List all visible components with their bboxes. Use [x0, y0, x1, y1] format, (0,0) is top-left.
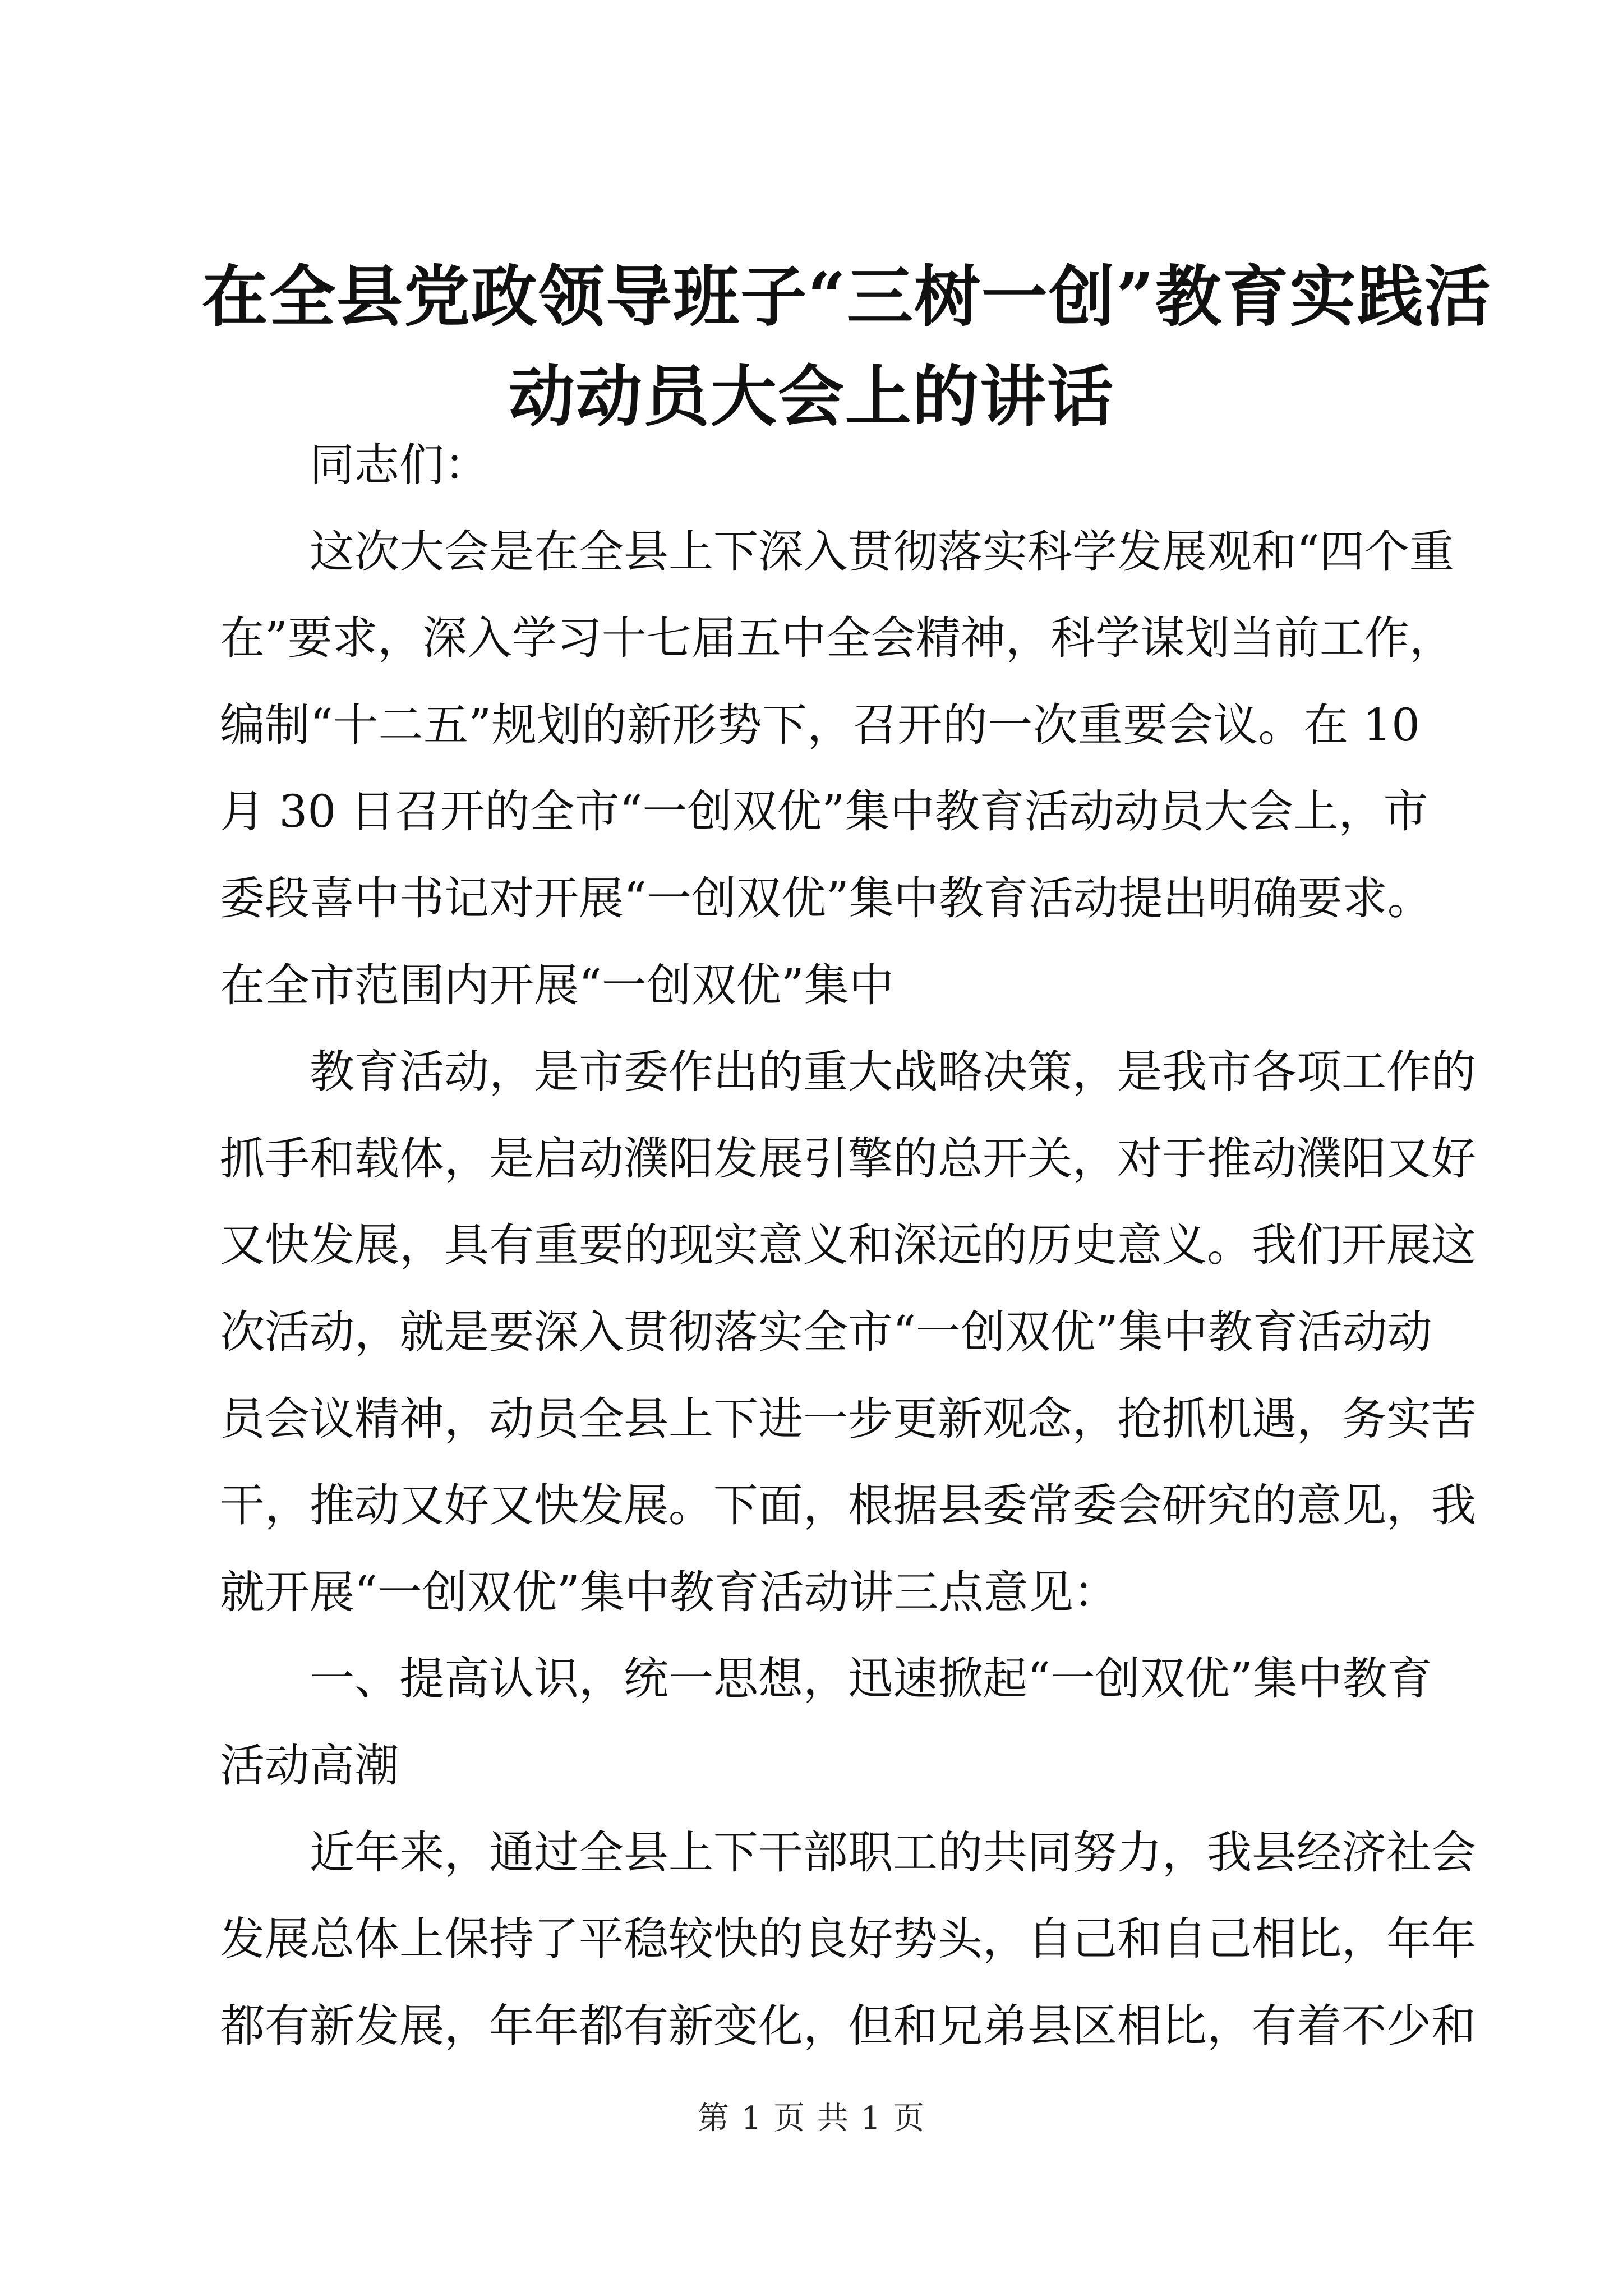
body-line: 近年来，通过全县上下干部职工的共同努力，我县经济社会: [310, 1826, 1476, 1879]
page-number-footer: 第 1 页 共 1 页: [697, 2100, 926, 2137]
title-line-2: 动动员大会上的讲话: [508, 357, 1114, 435]
body-line: 月 30 日召开的全市“一创双优”集中教育活动动员大会上，市: [220, 785, 1428, 838]
body-line: 干，推动又好又快发展。下面，根据县委常委会研究的意见，我: [220, 1479, 1476, 1532]
body-line: 编制“十二五”规划的新形势下，召开的一次重要会议。在 10: [220, 698, 1420, 751]
body-line: 员会议精神，动员全县上下进一步更新观念，抢抓机遇，务实苦: [220, 1392, 1476, 1445]
body-line: 抓手和载体，是启动濮阳发展引擎的总开关，对于推动濮阳又好: [220, 1132, 1476, 1185]
body-line: 又快发展，具有重要的现实意义和深远的历史意义。我们开展这: [220, 1219, 1476, 1272]
document-body: [220, 422, 1476, 2069]
body-line: 委段喜中书记对开展“一创双优”集中教育活动提出明确要求。: [220, 872, 1432, 924]
body-line: 在全市范围内开展“一创双优”集中: [220, 959, 894, 1011]
body-line: 就开展“一创双优”集中教育活动讲三点意见：: [220, 1566, 1118, 1618]
body-line: 这次大会是在全县上下深入贯彻落实科学发展观和“四个重: [310, 525, 1454, 578]
salutation-line: 同志们：: [310, 439, 489, 491]
section-heading-line: 活动高潮: [220, 1739, 399, 1792]
body-line: 在”要求，深入学习十七届五中全会精神，科学谋划当前工作，: [220, 612, 1454, 665]
title-line-1: 在全县党政领导班子“三树一创”教育实践活: [202, 257, 1492, 335]
body-line: 发展总体上保持了平稳较快的良好势头，自己和自己相比，年年: [220, 1913, 1476, 1966]
body-line: 教育活动，是市委作出的重大战略决策，是我市各项工作的: [310, 1046, 1476, 1098]
body-line: 都有新发展，年年都有新变化，但和兄弟县区相比，有着不少和: [220, 1999, 1476, 2052]
section-heading-line: 一、提高认识，统一思想，迅速掀起“一创双优”集中教育: [310, 1653, 1432, 1705]
body-line: 次活动，就是要深入贯彻落实全市“一创双优”集中教育活动动: [220, 1305, 1432, 1358]
document-title: [202, 247, 1492, 447]
